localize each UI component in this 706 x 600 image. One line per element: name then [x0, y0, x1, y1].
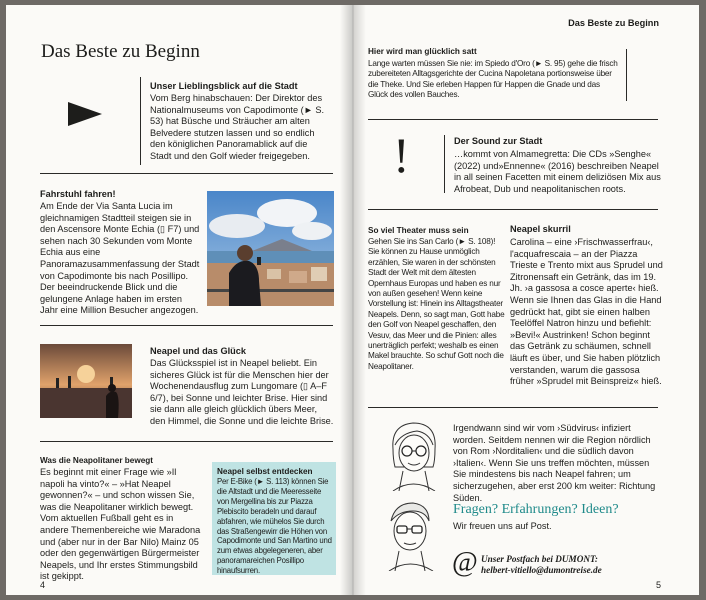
fahrstuhl-heading: Fahrstuhl fahren! — [40, 189, 116, 199]
monte-echia-photo — [207, 191, 334, 306]
sound-text: …kommt von Almamegretta: Die CDs »Senghe« (2022) und»Ennenne« (2016) beschreiben Neapel in all seinen Facetten mit einem deliziösen Mix aus Afrobeat, Dub und neapolitanischen roots. — [454, 149, 661, 194]
page-number-left: 4 — [40, 580, 46, 590]
triangle-pointer-icon — [68, 102, 102, 126]
gluecklich-heading: Hier wird man glücklich satt — [368, 47, 477, 56]
gluecklich-text: Lange warten müssen Sie nie: im Spiedo d'Oro (► S. 95) gehe die frisch zubereiteten Alltagsgerichte der Cucina Napoletana portionsweise über die Theke. Und Sie erleben Happen für Happen die Gnade und das Glück des vollen Bauches. — [368, 59, 618, 100]
right-page — [353, 5, 699, 595]
fragen-heading: Fragen? Erfahrungen? Ideen? — [453, 502, 619, 517]
fragen-text: Wir freuen uns auf Post. — [453, 521, 552, 531]
blick-text: Vom Berg hinabschauen: Der Direktor des Nationalmuseums von Capodimonte (► S. 53) hat Büsche und Sträucher am alten Belvedere stutzen lassen und so endlich den königlichen Panoramablick auf die Stadt und den Golf wieder freigegeben. — [150, 93, 325, 161]
postfach-email[interactable]: helbert-vitiello@dumontreise.de — [481, 565, 602, 575]
glueck-text: Das Glücksspiel ist in Neapel beliebt. Ein sicheres Glück ist für die Menschen hier der Wochenendausflug zum Lungomare (▯ A–F 6/7), bei Sonne und leichter Brise. Hier sind sie dann alle gleich glücklich übers Meer, den Himmel, die Sonne und die leichte Brise. — [150, 358, 334, 426]
skurril-text: Carolina – eine ›Frischwasserfrau‹, l'acquafrescaia – an der Piazza Trieste e Trento mixt aus Sprudel und Zitronensaft ein Getränk, das im 19. Jh. ›a gassosa a cosce aperte‹ hieß. Wenn sie Ihnen das Glas in die Hand gedrückt hat, gibt sie einen halben Teelöffel Natron hinzu und befiehlt: »Bevi!« Austrinken! Schon beginnt das Getränk zu schäumen, schnell läuft es über, und Sie haben plötzlich verstanden, warum die gassosa früher »Sprudel mit Beinspreiz« hieß. — [510, 237, 663, 387]
sound-heading: Der Sound zur Stadt — [454, 136, 543, 146]
bewegt-heading: Was die Neapolitaner bewegt — [40, 456, 153, 465]
bewegt-text: Es beginnt mit einer Frage wie »Il napoli ha vinto?« – »Hat Neapel gewonnen?« – und schon wissen Sie, was die Neapolitaner wirklich bewegt. Vom aktuellen Fußball geht es in andere Themenbereiche wie Maradona und (aber nur in der Bar Nilo) Mainz 05 oder den gegenwärtigen Bürgermeister Neapels, und Ihr erstes Stimmungsbild ist gekippt. — [40, 467, 201, 582]
postfach-label: Unser Postfach bei DUMONT: — [481, 554, 598, 564]
at-icon: @ — [452, 547, 478, 578]
page-number-right: 5 — [655, 580, 661, 590]
fahrstuhl-text: Am Ende der Via Santa Lucia im gleichnamigen Stadtteil steigen sie in den Ascensore Monte Echia (▯ F7) und sehen nach 30 Sekunden vom Monte Echia aus eine Panoramazusammenfassung der Stadt von Capodimonte bis nach Posillipo. Der beeindruckende Blick und die gelungene Anlage haben im ersten Jahr eine Million Besucher angezogen. — [40, 201, 200, 316]
running-header: Das Beste zu Beginn — [568, 18, 659, 28]
left-page — [6, 5, 353, 595]
page-title: Das Beste zu Beginn — [41, 41, 200, 62]
author-portrait-man — [377, 499, 441, 571]
skurril-heading: Neapel skurril — [510, 224, 571, 234]
entdecken-box — [212, 462, 336, 575]
blick-heading: Unser Lieblingsblick auf die Stadt — [150, 81, 298, 91]
exclamation-icon: ! — [393, 127, 410, 183]
lungomare-photo — [40, 344, 132, 418]
suedvirus-text: Irgendwann sind wir vom ›Südvirus‹ infiziert worden. Seitdem nennen wir die Region nördlich von Rom ›Norditalien‹ und die südlich davon ›Italien‹. Wenn Sie uns treffen möchten, müssen Sie mindestens bis nach Neapel fahren; um sicherzugehen, aber erst 200 km weiter: Richtung Süden. — [453, 423, 656, 503]
glueck-heading: Neapel und das Glück — [150, 346, 246, 356]
author-portrait-woman — [383, 419, 445, 491]
entdecken-heading: Neapel selbst entdecken — [217, 467, 313, 476]
entdecken-text: Per E-Bike (► S. 113) können Sie die Altstadt und die Meeresseite von Mergellina bis zur Piazza Plebiscito beradeln und darauf abfahren, wie mühelos Sie durch das Straßengewirr die Höhen von Capodimonte und San Martino und zum etwas abgelegeneren, aber panoramareichen Posillipo hinaufsurren. — [217, 477, 332, 576]
theater-text: Gehen Sie ins San Carlo (► S. 108)! Sie können zu Hause unmöglich erzählen, Sie waren in der schönsten Stadt der Welt mit dem ältesten Opernhaus Europas und haben es nur von außen gesehen! Wenn keine Vorstellung ist: Hinein ins Alltagstheater Neapels. Denn, so sagt man, Gott habe den Golf von Neapel geschaffen, den Vesuv, das Meer und die Pinien: alles unerträglich perfekt; weshalb es einen Makel brauchte. So schuf Gott noch die Neapolitaner. — [368, 237, 505, 371]
theater-heading: So viel Theater muss sein — [368, 226, 469, 235]
